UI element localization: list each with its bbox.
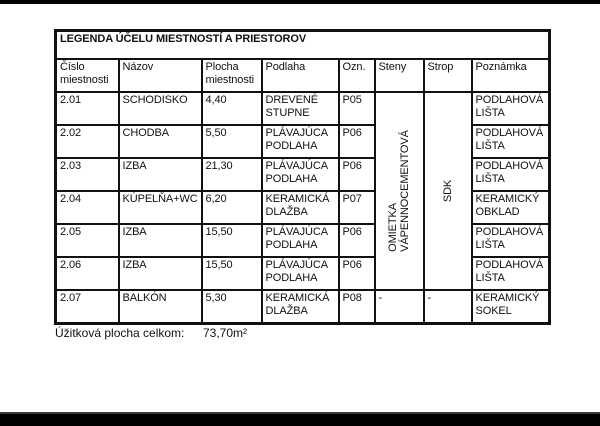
cell-cislo: 2.01: [56, 92, 119, 125]
vertical-text-strop: [442, 180, 454, 202]
cell-nazov: KÚPELŇA+WC: [119, 191, 202, 224]
cell-plocha: 6,20: [202, 191, 262, 224]
cell-podlaha: PLÁVAJÚCA PODLAHA: [262, 158, 339, 191]
cell-poznamka: PODLAHOVÁ LIŠTA: [472, 125, 550, 158]
col-header-plocha: Plocha miestnosti: [202, 59, 262, 92]
room-legend-table: [54, 29, 551, 325]
cell-ozn: P08: [339, 290, 375, 324]
cell-cislo: 2.07: [56, 290, 119, 324]
cell-poznamka: PODLAHOVÁ LIŠTA: [472, 92, 550, 125]
col-header-cislo: Číslo miestnosti: [56, 59, 119, 92]
cell-strop: -: [424, 290, 472, 324]
table-header-row: [56, 59, 550, 92]
cell-ozn: P06: [339, 224, 375, 257]
table-row: [56, 92, 550, 125]
cell-cislo: 2.04: [56, 191, 119, 224]
cell-steny: -: [375, 290, 424, 324]
total-area-value: 73,70m²: [203, 326, 248, 340]
cell-ozn: P06: [339, 125, 375, 158]
cell-ozn: P06: [339, 257, 375, 290]
cell-plocha: 5,50: [202, 125, 262, 158]
cell-cislo: 2.06: [56, 257, 119, 290]
cell-ozn: P07: [339, 191, 375, 224]
col-header-ozn: Ozn.: [339, 59, 375, 92]
cell-nazov: IZBA: [119, 224, 202, 257]
cell-plocha: 15,50: [202, 224, 262, 257]
cell-nazov: BALKÓN: [119, 290, 202, 324]
cell-nazov: IZBA: [119, 158, 202, 191]
total-area-label: Úžitková plocha celkom:: [55, 326, 185, 340]
table-title: LEGENDA ÚČELU MIESTNOSTÍ A PRIESTOROV: [56, 31, 550, 60]
table-row: [56, 191, 550, 224]
cell-podlaha: PLÁVAJÚCA PODLAHA: [262, 125, 339, 158]
merged-cell-steny: [375, 92, 424, 290]
merged-cell-strop: [424, 92, 472, 290]
cell-cislo: 2.02: [56, 125, 119, 158]
cell-poznamka: KERAMICKÝ SOKEL: [472, 290, 550, 324]
col-header-poznamka: Poznámka: [472, 59, 550, 92]
cell-podlaha: KERAMICKÁ DLAŽBA: [262, 191, 339, 224]
steny-line-2: VÁPENNOCEMENTOVÁ: [399, 130, 411, 252]
col-header-nazov: Názov: [119, 59, 202, 92]
cell-poznamka: KERAMICKÝ OBKLAD: [472, 191, 550, 224]
col-header-podlaha: Podlaha: [262, 59, 339, 92]
table-title-row: [56, 31, 550, 60]
table-row: [56, 158, 550, 191]
strop-line: SDK: [441, 179, 454, 203]
top-black-bar: [0, 0, 600, 4]
table-row: [56, 257, 550, 290]
cell-plocha: 15,50: [202, 257, 262, 290]
cell-poznamka: PODLAHOVÁ LIŠTA: [472, 257, 550, 290]
cell-plocha: 5,30: [202, 290, 262, 324]
cell-ozn: P05: [339, 92, 375, 125]
cell-podlaha: DREVENÉ STUPNE: [262, 92, 339, 125]
table-row: [56, 224, 550, 257]
table-row: [56, 125, 550, 158]
cell-plocha: 21,30: [202, 158, 262, 191]
cell-podlaha: PLÁVAJÚCA PODLAHA: [262, 257, 339, 290]
cell-nazov: IZBA: [119, 257, 202, 290]
bottom-black-bar: [0, 412, 600, 426]
vertical-text-steny: [387, 130, 411, 252]
cell-podlaha: KERAMICKÁ DLAŽBA: [262, 290, 339, 324]
cell-ozn: P06: [339, 158, 375, 191]
cell-plocha: 4,40: [202, 92, 262, 125]
table-row: [56, 290, 550, 324]
cell-podlaha: PLÁVAJÚCA PODLAHA: [262, 224, 339, 257]
cell-poznamka: PODLAHOVÁ LIŠTA: [472, 224, 550, 257]
col-header-strop: Strop: [424, 59, 472, 92]
cell-poznamka: PODLAHOVÁ LIŠTA: [472, 158, 550, 191]
cell-cislo: 2.05: [56, 224, 119, 257]
cell-cislo: 2.03: [56, 158, 119, 191]
cell-nazov: SCHODISKO: [119, 92, 202, 125]
col-header-steny: Steny: [375, 59, 424, 92]
steny-line-1: OMIETKA: [387, 203, 399, 252]
cell-nazov: CHODBA: [119, 125, 202, 158]
